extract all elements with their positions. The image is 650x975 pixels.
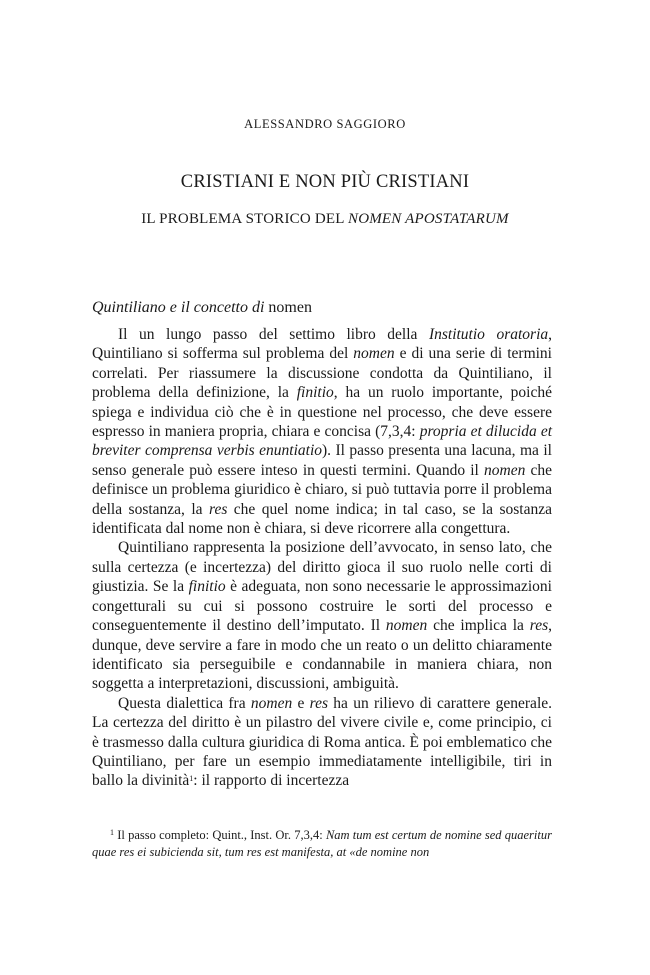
italic-run: finitio	[296, 384, 334, 402]
text-run: Questa dialettica fra	[118, 694, 251, 712]
text-run: , Quintiliano si sofferma sul problema del	[92, 326, 552, 363]
paragraph-2	[92, 538, 552, 693]
section-heading	[92, 299, 312, 317]
author-name: ALESSANDRO SAGGIORO	[244, 117, 406, 131]
text-run: : il rapporto di incertezza	[193, 772, 350, 790]
text-run: Quintiliano rappresenta la posizione dell’avvocato, in senso lato, che sulla certezza (e incertezza) del diritto gioca il suo ruolo nelle corti di giustizia. Se la	[92, 539, 552, 596]
italic-run: propria et dilucida et breviter comprensa verbis enuntiatio	[92, 423, 553, 460]
text-run: che definisce un problema giuridico è chiaro, si può tuttavia porre il problema della sostanza, la	[92, 461, 552, 518]
italic-run: finitio	[188, 578, 226, 596]
footnote-marker[interactable]: 1	[189, 774, 194, 784]
text-run: ). Il passo presenta una lacuna, ma il senso generale può essere inteso in questi termini. Quando il	[92, 442, 552, 479]
italic-run: nomen	[353, 345, 395, 363]
article-title: CRISTIANI E NON PIÙ CRISTIANI	[180, 172, 470, 192]
section-heading-italic: Quintiliano e il concetto di	[92, 299, 265, 316]
italic-run: nomen	[385, 617, 428, 635]
text-run: e di una serie di termini correlati. Per riassumere la discussione condotta da Quintiliano, il problema della definizione, la	[92, 345, 552, 402]
text-run: , ha un ruolo importante, poiché spiega e individua ciò che è in questione nel processo, che deve essere espresso in maniera propria, chiara e concisa (7,3,4:	[92, 384, 552, 441]
text-run: , dunque, deve servire a fare in modo che un reato o un delitto chiaramente identificato sia perseguibile e condannabile in maniera chiara, non soggetta a interpretazioni, discussioni, ambiguità.	[92, 617, 553, 693]
footnote-1	[92, 827, 552, 860]
footnote-quote: Nam tum est certum de nomine sed quaeritur quae res ei subicienda sit, tum res est manifesta, at «de nomine non	[92, 828, 552, 859]
text-run: e	[292, 694, 310, 712]
subtitle-italic: NOMEN APOSTATARUM	[348, 211, 509, 227]
text-run: che implica la	[427, 617, 530, 635]
footnote-number: 1	[110, 828, 114, 837]
body-text	[92, 325, 552, 791]
paragraph-3	[92, 694, 552, 791]
article-subtitle	[0, 211, 650, 228]
paragraph-1	[92, 325, 552, 538]
section-heading-roman: nomen	[264, 299, 312, 316]
italic-run: Institutio oratoria	[428, 326, 549, 343]
text-run: è adeguata, non sono necessarie le approssimazioni congetturali su cui si possono costruire le sorti del processo e conseguentemente il destino dell’imputato. Il	[92, 578, 552, 635]
text-run: che quel nome indica; in tal caso, se la sostanza identificata dal nome non è chiara, si deve ricorrere alla congettura.	[92, 500, 552, 538]
subtitle-prefix: IL PROBLEMA STORICO DEL	[141, 211, 348, 227]
footnote	[92, 827, 552, 860]
italic-run: res	[529, 617, 549, 635]
italic-run: res	[309, 694, 329, 712]
italic-run: nomen	[250, 694, 293, 712]
text-run: ha un rilievo di carattere generale. La certezza del diritto è un pilastro del vivere civile e, come principio, ci è trasmesso dalla cultura giuridica di Roma antica. È poi emblematico che Quintiliano, per fare un esempio immediatamente intelligibile, tiri in ballo la divinità	[92, 694, 553, 790]
italic-run: res	[208, 500, 228, 518]
italic-run: nomen	[484, 461, 526, 479]
footnote-text: Il passo completo: Quint., Inst. Or. 7,3,4:	[114, 828, 326, 842]
text-run: Il un lungo passo del settimo libro della	[118, 326, 429, 343]
